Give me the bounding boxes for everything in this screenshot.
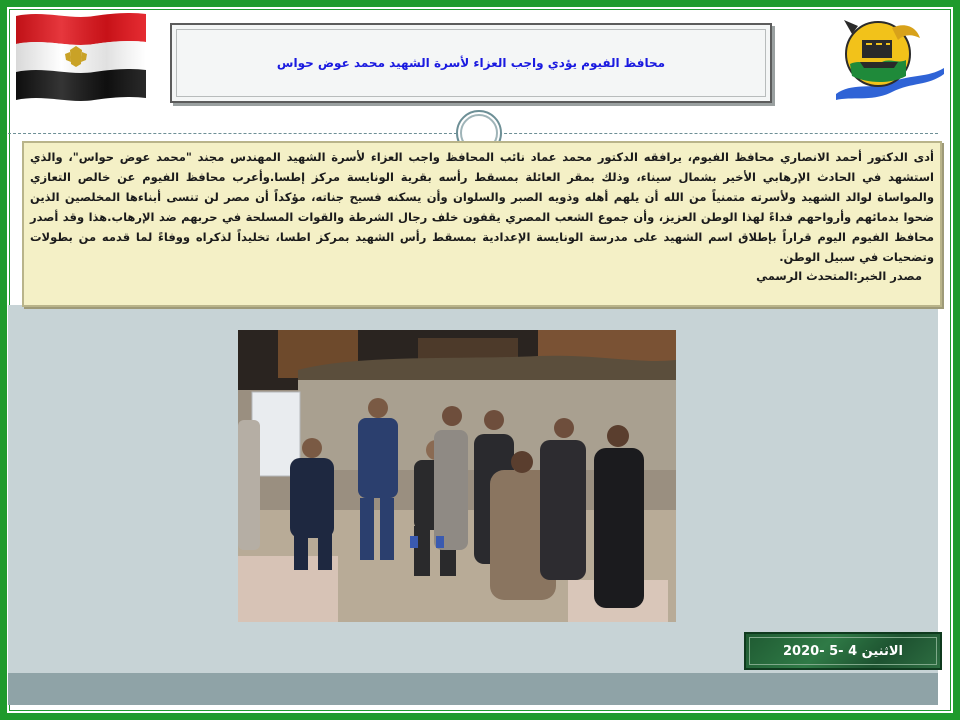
egypt-flag-icon xyxy=(14,10,148,102)
fayoum-logo-icon xyxy=(832,12,948,104)
date-label: الاثنين 4 -5 -2020 xyxy=(783,643,903,659)
article-source: مصدر الخبر:المتحدث الرسمي xyxy=(756,269,922,283)
date-badge xyxy=(744,632,942,670)
bottom-strip xyxy=(8,673,938,705)
title-box xyxy=(170,23,772,103)
news-article xyxy=(22,141,942,307)
article-body: أدى الدكتور أحمد الانصاري محافظ الفيوم، يرافقه الدكتور محمد عماد نائب المحافظ واجب العزاء لأسرة الشهيد المهندس مجند "محمد عوض حواس"، والذي استشهد في الحادث الإرهابي الأخير بشمال سيناء، وذلك بمقر العائلة بمسقط رأسه بقرية الونايسة مركز إطسا.وأعرب محافظ الفيوم عن خالص التعازي والمواساة لوالد الشهيد ولأسرته متمنياً من الله أن يلهم أهله وذويه الصبر والسلوان وأن يسكنه فسيح جناته، مؤكداً أن مصر لن تنسى أبناءها المخلصين الذين ضحوا بدمائهم وأرواحهم فداءً لهذا الوطن العزيز، وأن جموع الشعب المصري يقفون خلف رجال الشرطة والقوات المسلحة في حربهم ضد الإرهاب.هذا وقد أصدر محافظ الفيوم اليوم قراراً بإطلاق اسم الشهيد على مدرسة الونايسة الإعدادية بمسقط رأس الشهيد بمركز اطسا، تخليداً لذكراه ووفاءً لما قدمه من بطولات وتضحيات في سبيل الوطن. xyxy=(30,150,934,264)
page-title: محافظ الفيوم يؤدي واجب العزاء لأسرة الشهيد محمد عوض حواس xyxy=(276,56,666,70)
news-photo xyxy=(238,330,676,622)
